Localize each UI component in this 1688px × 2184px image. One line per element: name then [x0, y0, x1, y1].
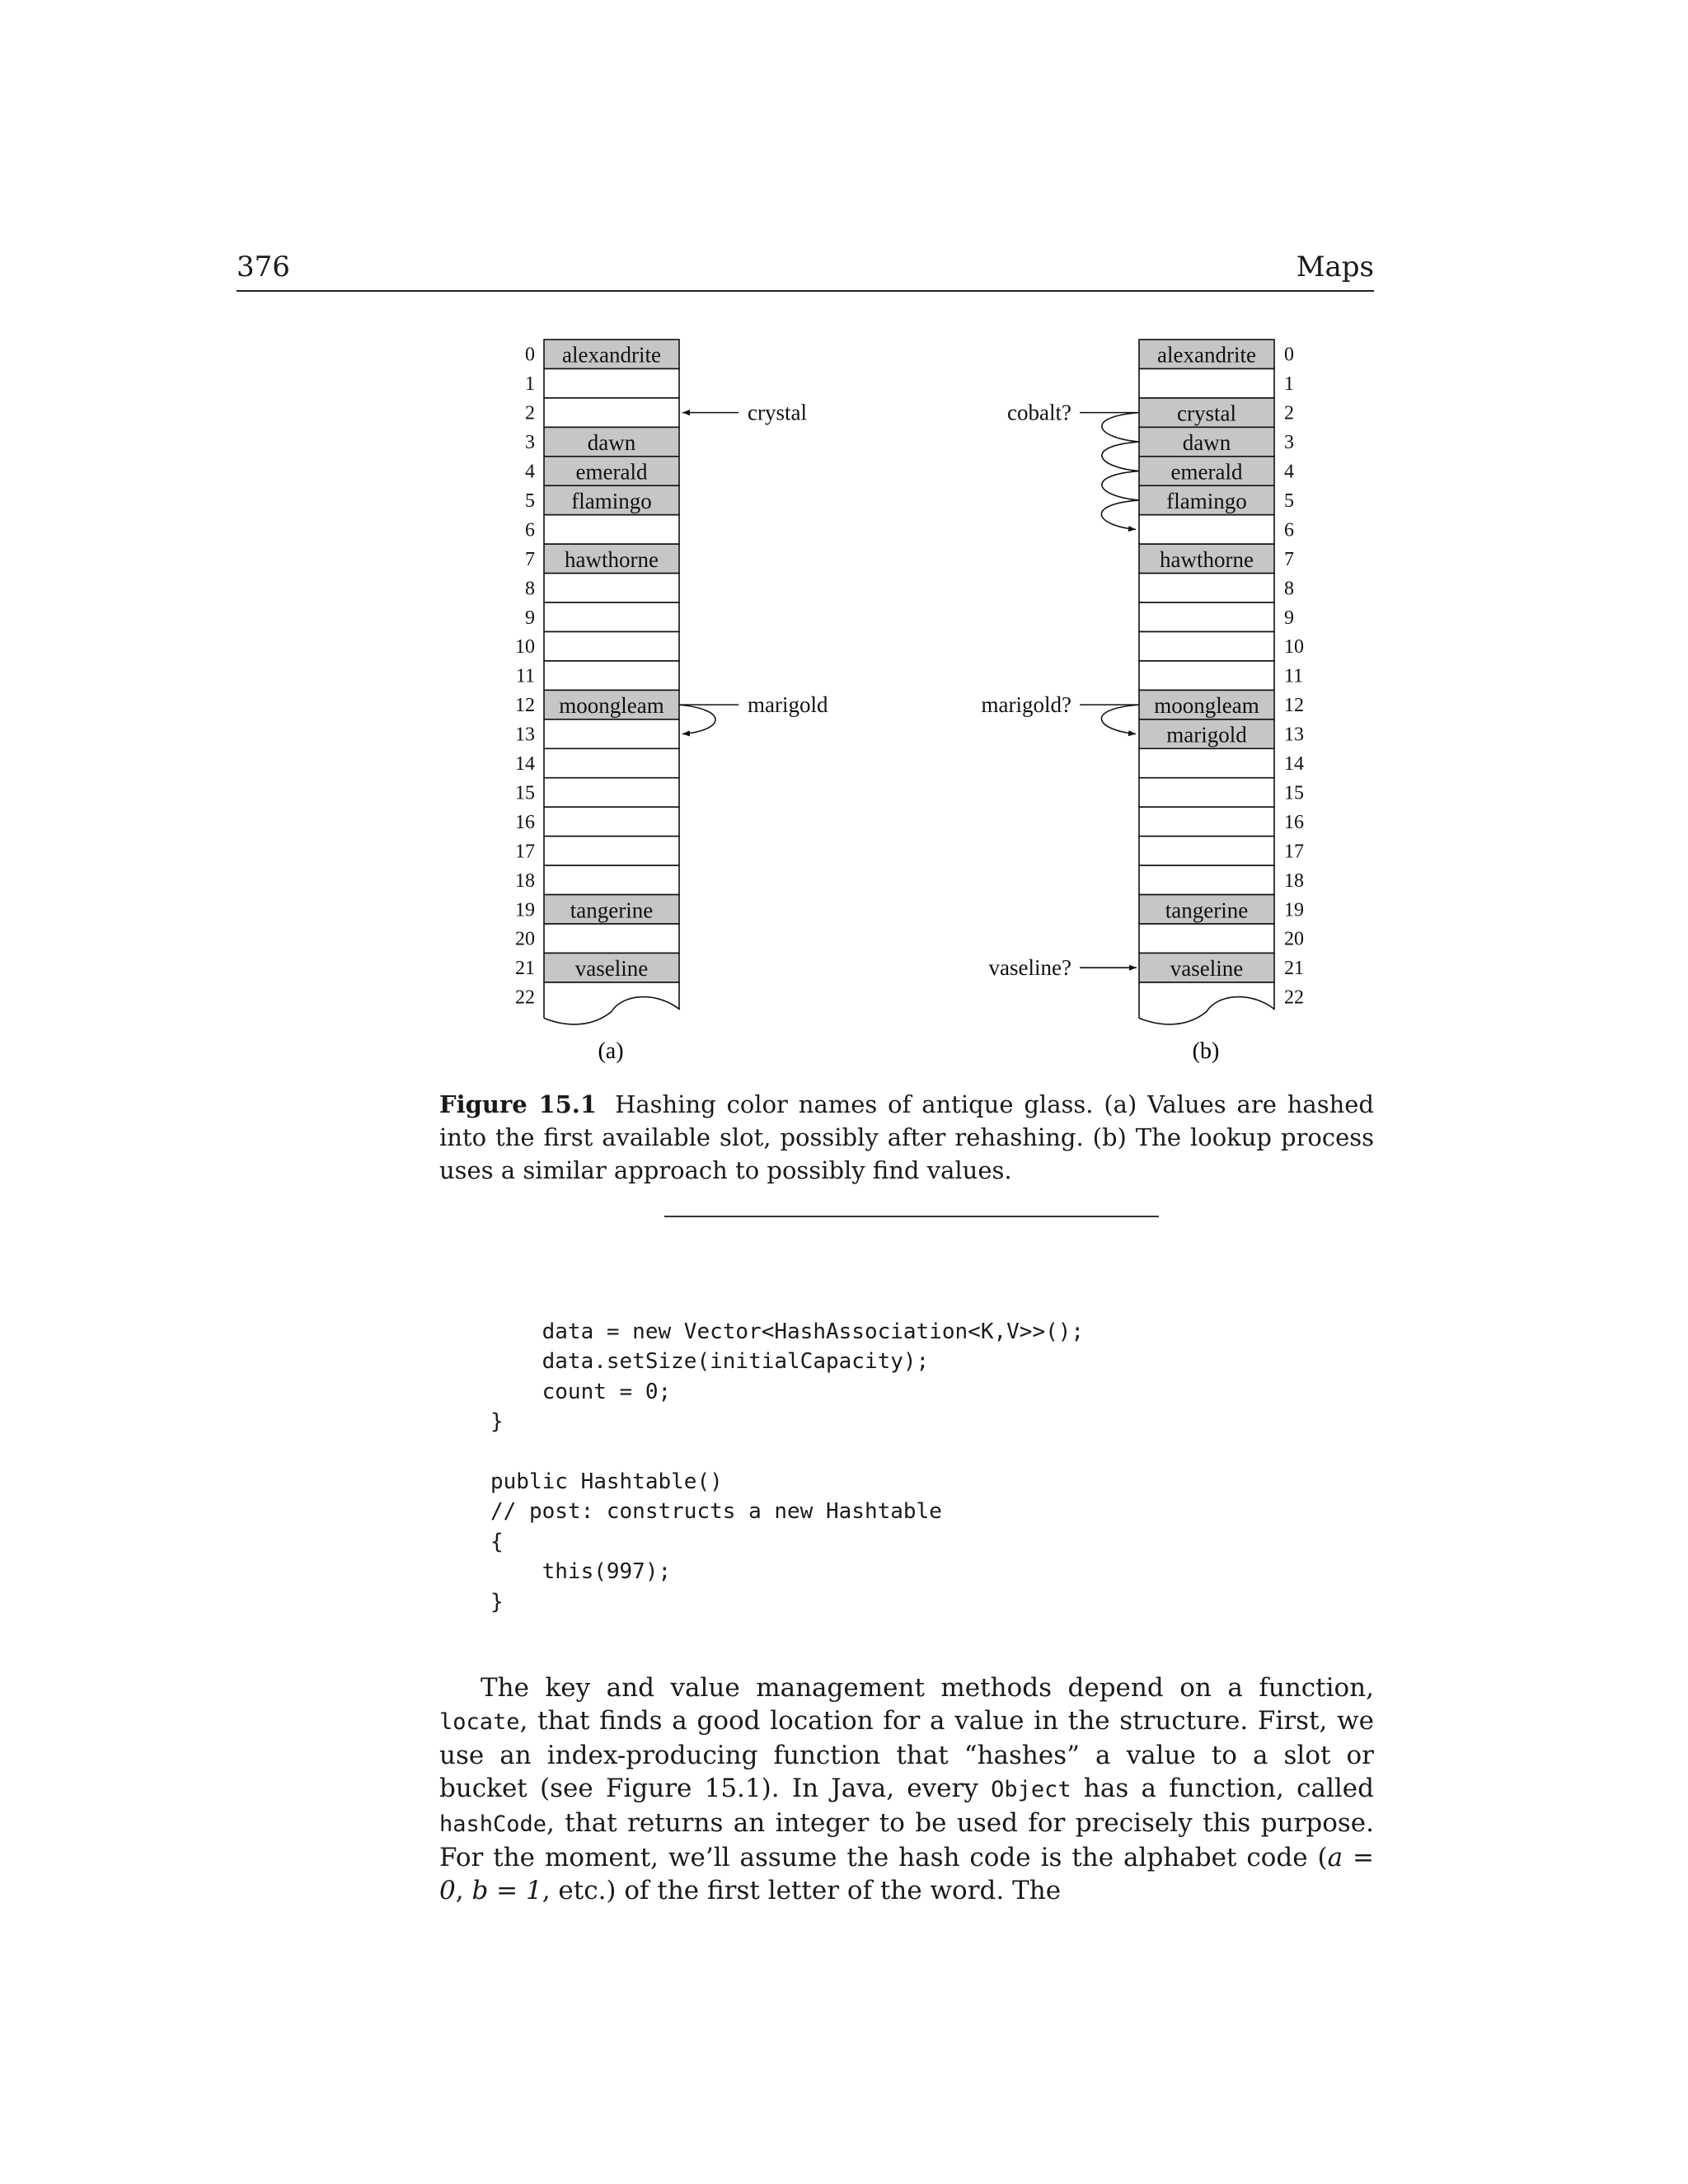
a-value-0: alexandrite	[562, 342, 661, 368]
a-value-7: hawthorne	[565, 546, 659, 572]
b-index-17: 17	[1284, 841, 1304, 863]
a-index-3: 3	[525, 432, 535, 454]
a-index-6: 6	[525, 519, 535, 541]
b-slot-10	[1139, 632, 1274, 661]
a-index-5: 5	[525, 490, 535, 512]
body-text-3: has a function, called	[1071, 1774, 1374, 1803]
a-slot-13	[544, 719, 679, 748]
b-index-19: 19	[1284, 899, 1304, 921]
lookup-arrow-0	[1080, 413, 1139, 530]
rehash-arrow-marigold	[679, 705, 738, 733]
b-value-21: vaseline	[1170, 956, 1244, 982]
panel-a-label: (a)	[598, 1038, 624, 1064]
b-slot-14	[1139, 748, 1274, 777]
b-slot-18	[1139, 865, 1274, 894]
figure-caption	[439, 1088, 1374, 1187]
a-slot-14	[544, 748, 679, 777]
b-index-5: 5	[1284, 490, 1294, 512]
hash-table-b	[982, 340, 1304, 1024]
a-index-11: 11	[515, 665, 535, 687]
a-slot-15	[544, 778, 679, 807]
page-number: 376	[237, 251, 290, 284]
b-value-5: flamingo	[1166, 488, 1247, 513]
a-slot-16	[544, 807, 679, 836]
b-value-3: dawn	[1182, 430, 1231, 456]
section-rule	[664, 1216, 1159, 1217]
b-index-16: 16	[1284, 811, 1304, 833]
a-slot-1	[544, 368, 679, 397]
b-index-10: 10	[1284, 636, 1304, 658]
b-index-6: 6	[1284, 519, 1294, 541]
a-index-7: 7	[525, 548, 535, 570]
a-index-17: 17	[515, 841, 535, 863]
b-index-9: 9	[1284, 607, 1294, 629]
b-slot-6	[1139, 515, 1274, 544]
b-index-8: 8	[1284, 578, 1294, 600]
b-slot-20	[1139, 924, 1274, 953]
a-index-9: 9	[525, 607, 535, 629]
a-slot-9	[544, 602, 679, 631]
lookup-arrow-1	[1080, 705, 1139, 733]
hash-table-a	[515, 340, 828, 1024]
b-slot-16	[1139, 807, 1274, 836]
a-slot-17	[544, 837, 679, 865]
b-index-15: 15	[1284, 782, 1304, 804]
code-locate: locate	[439, 1709, 520, 1735]
panel-b-label: (b)	[1192, 1038, 1220, 1064]
b-slot-8	[1139, 574, 1274, 602]
insert-label-crystal: crystal	[748, 400, 807, 425]
b-index-18: 18	[1284, 869, 1304, 892]
lookup-label-0: cobalt?	[1007, 400, 1071, 425]
b-value-13: marigold	[1166, 722, 1247, 748]
a-slot-8	[544, 574, 679, 602]
b-index-1: 1	[1284, 373, 1294, 396]
lookup-label-2: vaseline?	[988, 955, 1071, 981]
a-index-21: 21	[515, 958, 535, 980]
a-index-10: 10	[515, 636, 535, 658]
body-text-2: , that finds a good location for a value in the structure. First, we use an index-producing function that “hashes” a value to a slot or bucket (see Figure 15.1). In Java, every	[439, 1706, 1374, 1803]
b-index-2: 2	[1284, 402, 1294, 424]
b-value-7: hawthorne	[1160, 546, 1254, 572]
a-index-1: 1	[525, 373, 535, 396]
lookup-label-1: marigold?	[981, 692, 1071, 718]
a-index-13: 13	[515, 724, 535, 746]
b-slot-17	[1139, 837, 1274, 865]
a-index-2: 2	[525, 402, 535, 424]
a-slot-11	[544, 661, 679, 690]
code-hashcode: hashCode	[439, 1811, 547, 1837]
a-slot-2	[544, 398, 679, 427]
b-index-7: 7	[1284, 548, 1294, 570]
body-text-1: The key and value management methods depend on a function,	[481, 1673, 1374, 1703]
math-a-equals-0: a = 0	[439, 1843, 1374, 1905]
b-index-12: 12	[1284, 695, 1304, 717]
b-index-4: 4	[1284, 461, 1294, 483]
b-index-14: 14	[1284, 753, 1304, 776]
a-index-19: 19	[515, 899, 535, 921]
hash-table-figure	[0, 0, 1688, 1071]
caption-label: Figure 15.1	[439, 1090, 598, 1118]
a-slot-22	[544, 982, 679, 1024]
a-index-15: 15	[515, 782, 535, 804]
a-value-12: moongleam	[559, 693, 664, 719]
b-index-0: 0	[1284, 344, 1294, 366]
a-index-20: 20	[515, 928, 535, 950]
a-index-0: 0	[525, 344, 535, 366]
a-index-8: 8	[525, 578, 535, 600]
b-slot-15	[1139, 778, 1274, 807]
b-index-20: 20	[1284, 928, 1304, 950]
math-b-equals-1: b = 1	[471, 1876, 542, 1905]
code-listing: data = new Vector<HashAssociation<K,V>>(); data.setSize(initialCapacity); count = 0; } public Hashtable() // post: constructs a new Hashtable { this(997); }	[490, 1319, 1085, 1615]
a-value-3: dawn	[587, 430, 636, 456]
a-index-12: 12	[515, 695, 535, 717]
a-index-14: 14	[515, 753, 535, 776]
body-paragraph	[439, 1671, 1374, 1907]
body-text-6: , etc.) of the first letter of the word. The	[542, 1876, 1062, 1905]
b-index-21: 21	[1284, 958, 1304, 980]
b-index-3: 3	[1284, 432, 1294, 454]
b-index-13: 13	[1284, 724, 1304, 746]
code-object: Object	[991, 1777, 1071, 1802]
a-value-21: vaseline	[574, 956, 649, 982]
a-slot-6	[544, 515, 679, 544]
insert-label-marigold: marigold	[748, 692, 828, 718]
caption-text: Hashing color names of antique glass. (a) Values are hashed into the first available slot, possibly after rehashing. (b) The lookup process uses a similar approach to possibly find values.	[439, 1090, 1374, 1184]
b-index-11: 11	[1284, 665, 1304, 687]
a-value-4: emerald	[575, 459, 648, 485]
b-value-12: moongleam	[1154, 693, 1259, 719]
chapter-title: Maps	[1296, 251, 1374, 284]
b-slot-22	[1139, 982, 1274, 1024]
b-value-4: emerald	[1170, 459, 1243, 485]
b-value-19: tangerine	[1165, 898, 1249, 923]
b-index-22: 22	[1284, 987, 1304, 1009]
a-value-5: flamingo	[571, 488, 652, 513]
b-value-0: alexandrite	[1157, 342, 1256, 368]
a-slot-18	[544, 865, 679, 894]
b-slot-11	[1139, 661, 1274, 690]
b-slot-1	[1139, 368, 1274, 397]
body-text-5: ,	[455, 1876, 472, 1905]
a-index-4: 4	[525, 461, 535, 483]
a-index-16: 16	[515, 811, 535, 833]
a-value-19: tangerine	[570, 898, 654, 923]
a-slot-10	[544, 632, 679, 661]
a-slot-20	[544, 924, 679, 953]
b-slot-9	[1139, 602, 1274, 631]
a-index-22: 22	[515, 987, 535, 1009]
body-text-4: , that returns an integer to be used for precisely this purpose. For the moment, we’ll assume the hash code is the alphabet code (	[439, 1808, 1374, 1872]
b-value-2: crystal	[1177, 401, 1236, 426]
a-index-18: 18	[515, 869, 535, 892]
